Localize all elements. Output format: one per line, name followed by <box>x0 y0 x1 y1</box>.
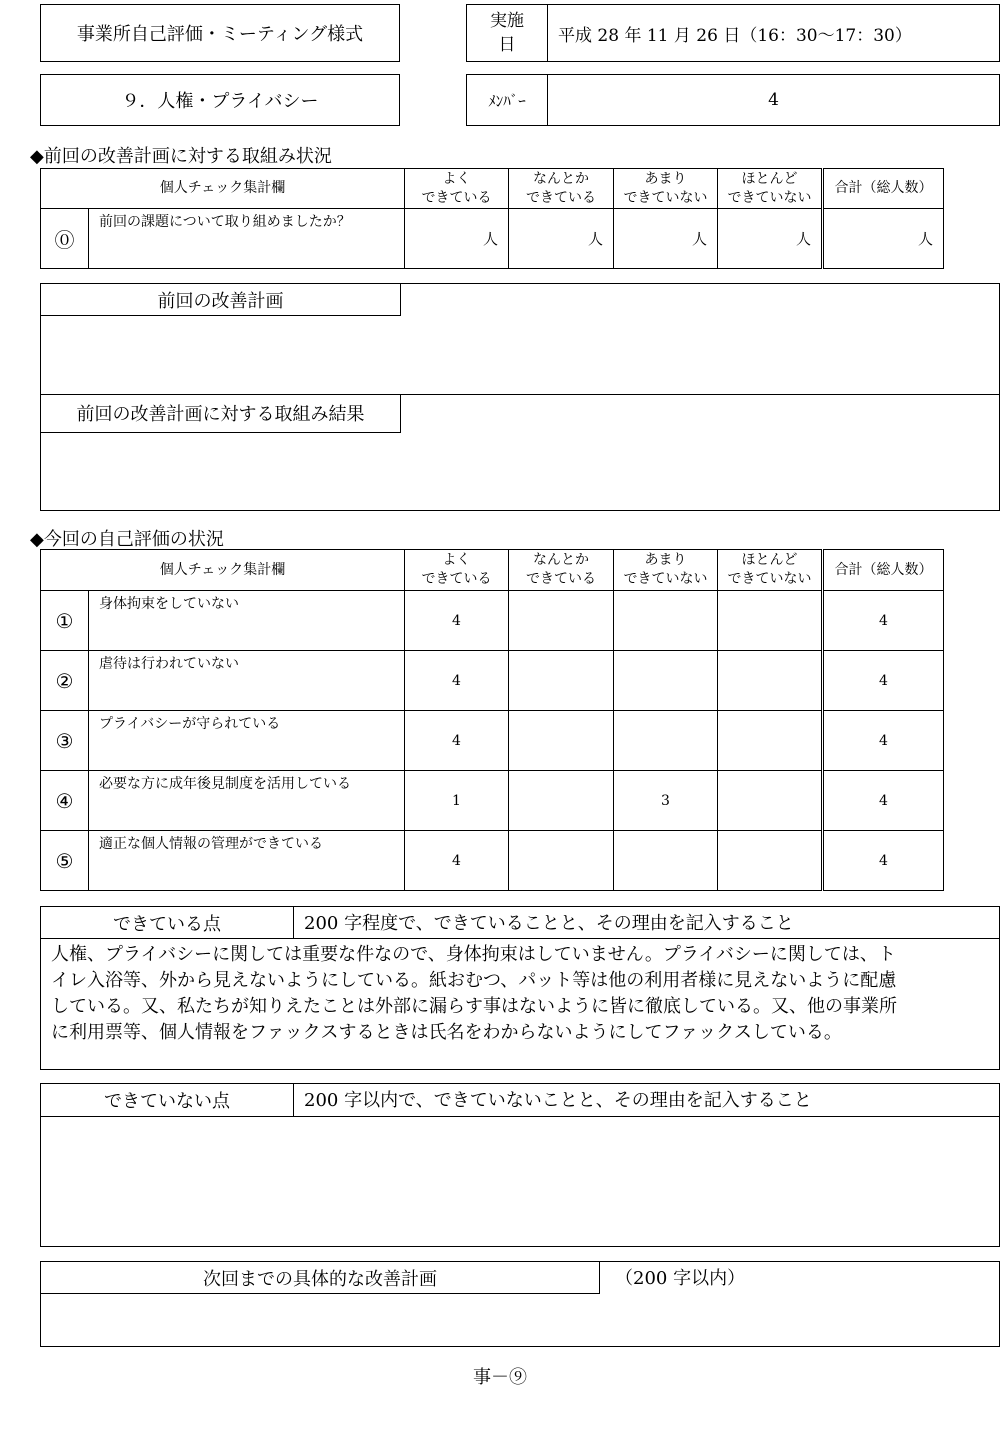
rating-header-4: ほとんど できていない <box>718 169 823 209</box>
good-points-label: できている点 <box>41 907 294 939</box>
row-number: ⓪ <box>41 209 89 269</box>
row-question: 必要な方に成年後見制度を活用している <box>89 771 405 831</box>
col-header: 個人チェック集計欄 <box>41 550 405 591</box>
row-number: ④ <box>41 771 89 831</box>
row-question: 適正な個人情報の管理ができている <box>89 831 405 891</box>
previous-check-table <box>40 168 944 269</box>
rating-header-2: なんとか できている <box>509 550 614 591</box>
rating-header-3: あまり できていない <box>614 169 718 209</box>
unit-cell: 人 <box>614 209 718 269</box>
row-total: 4 <box>823 831 944 891</box>
rating-value-4 <box>718 651 823 711</box>
rating-value-2 <box>509 771 614 831</box>
current-check-table <box>40 549 944 891</box>
previous-plan-label: 前回の改善計画 <box>41 284 401 316</box>
text-line: に利用票等、個人情報をファックスするときは氏名をわからないようにしてファックスしている。 <box>51 1022 842 1043</box>
rating-value-4 <box>718 771 823 831</box>
member-count: 4 <box>547 74 1000 126</box>
previous-plan-panel <box>40 283 1000 511</box>
theme-title: ９．人権・プライバシー <box>40 74 400 126</box>
unit-cell: 人 <box>718 209 823 269</box>
text-line: している。又、私たちが知りえたことは外部に漏らす事はないように皆に徹底している。又、他の事業所 <box>51 996 897 1017</box>
row-number: ② <box>41 651 89 711</box>
rating-value-3 <box>614 651 718 711</box>
table-row <box>41 711 944 771</box>
rating-value-1: 4 <box>405 591 509 651</box>
rating-header-2: なんとか できている <box>509 169 614 209</box>
rating-value-4 <box>718 831 823 891</box>
page-number: 事－⑨ <box>473 1367 527 1388</box>
next-plan-label: 次回までの具体的な改善計画 <box>41 1262 600 1294</box>
total-header: 合計（総人数） <box>823 169 944 209</box>
rating-header-4: ほとんど できていない <box>718 550 823 591</box>
rating-value-3: 3 <box>614 771 718 831</box>
date-label-line2: 日 <box>498 35 516 55</box>
text-line: イレ入浴等、外から見えないようにしている。紙おむつ、パット等は他の利用者様に見えないように配慮 <box>51 970 897 991</box>
row-total: 4 <box>823 591 944 651</box>
rating-value-1: 4 <box>405 831 509 891</box>
row-question: プライバシーが守られている <box>89 711 405 771</box>
rating-header-1: よく できている <box>405 550 509 591</box>
next-plan-note: （200 字以内） <box>615 1268 746 1289</box>
panel-divider <box>294 938 999 939</box>
rating-value-4 <box>718 591 823 651</box>
row-number: ③ <box>41 711 89 771</box>
text-line: 人権、プライバシーに関しては重要な件なので、身体拘束はしていません。プライバシーに関しては、ト <box>51 944 896 965</box>
col-header: 個人チェック集計欄 <box>41 169 405 209</box>
table-row <box>41 591 944 651</box>
row-question: 身体拘束をしていない <box>89 591 405 651</box>
rating-value-2 <box>509 591 614 651</box>
rating-value-3 <box>614 711 718 771</box>
rating-value-1: 4 <box>405 651 509 711</box>
table-row <box>41 651 944 711</box>
bad-points-panel <box>40 1083 1000 1247</box>
good-points-panel <box>40 906 1000 1070</box>
row-total: 4 <box>823 771 944 831</box>
date-label-line1: 実施 <box>490 11 524 31</box>
rating-value-3 <box>614 831 718 891</box>
rating-header-3: あまり できていない <box>614 550 718 591</box>
current-section-title: ◆今回の自己評価の状況 <box>30 529 224 550</box>
unit-cell: 人 <box>509 209 614 269</box>
unit-cell: 人 <box>405 209 509 269</box>
rating-value-4 <box>718 711 823 771</box>
rating-value-1: 4 <box>405 711 509 771</box>
form-title: 事業所自己評価・ミーティング様式 <box>40 4 400 62</box>
row-number: ⑤ <box>41 831 89 891</box>
rating-value-1: 1 <box>405 771 509 831</box>
bad-points-label: できていない点 <box>41 1084 294 1117</box>
total-header: 合計（総人数） <box>823 550 944 591</box>
rating-value-3 <box>614 591 718 651</box>
previous-section-title: ◆前回の改善計画に対する取組み状況 <box>30 146 332 167</box>
good-points-text <box>41 942 999 1046</box>
date-value: 平成 28 年 11 月 26 日（16：30〜17：30） <box>547 4 1000 62</box>
row-question: 前回の課題について取り組めましたか？ <box>89 209 405 269</box>
panel-divider <box>294 1116 999 1117</box>
previous-result-label: 前回の改善計画に対する取組み結果 <box>41 394 401 433</box>
member-label: ﾒﾝﾊﾞｰ <box>466 74 548 126</box>
row-total: 4 <box>823 711 944 771</box>
unit-cell: 人 <box>823 209 944 269</box>
row-number: ① <box>41 591 89 651</box>
date-label <box>466 4 548 62</box>
rating-value-2 <box>509 651 614 711</box>
next-plan-panel <box>40 1261 1000 1347</box>
rating-value-2 <box>509 831 614 891</box>
row-total: 4 <box>823 651 944 711</box>
rating-value-2 <box>509 711 614 771</box>
row-question: 虐待は行われていない <box>89 651 405 711</box>
table-row <box>41 831 944 891</box>
good-points-note: 200 字程度で、できていることと、その理由を記入すること <box>304 913 794 934</box>
rating-header-1: よく できている <box>405 169 509 209</box>
bad-points-note: 200 字以内で、できていないことと、その理由を記入すること <box>304 1090 812 1111</box>
table-row <box>41 771 944 831</box>
